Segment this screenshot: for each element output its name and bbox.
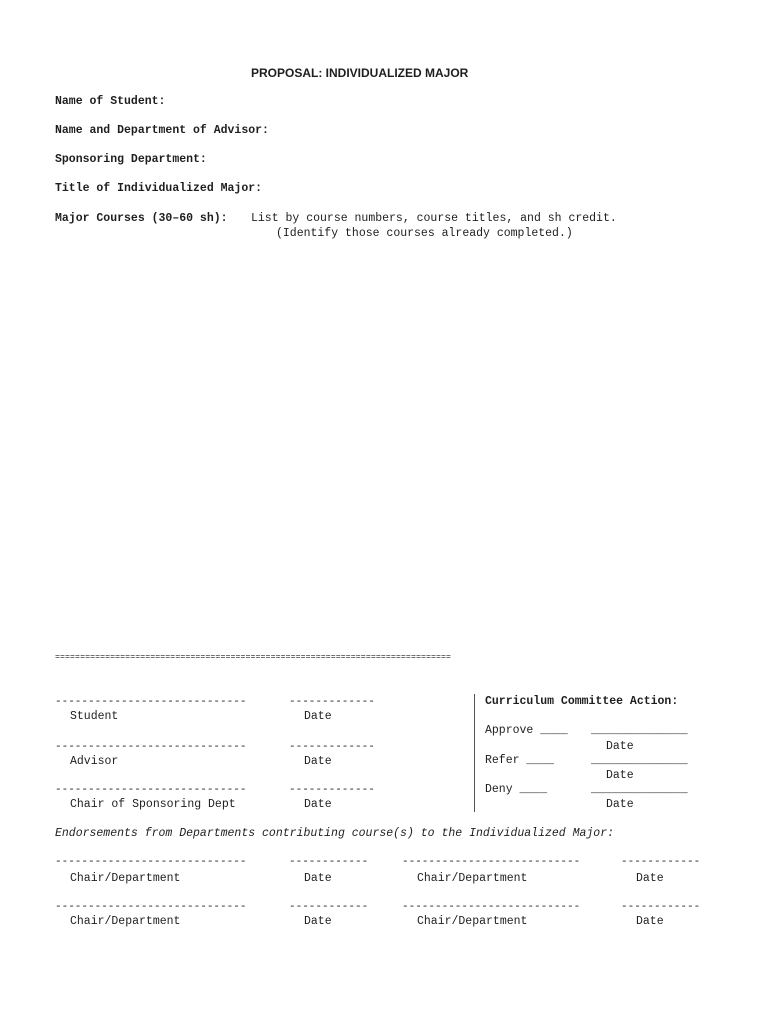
student-name-label: Name of Student: [55,95,166,108]
advisor-label: Name and Department of Advisor: [55,124,269,137]
chair-signature-line: ----------------------------- [55,784,247,796]
deny-date-label: Date [606,798,634,811]
form-title: PROPOSAL: INDIVIDUALIZED MAJOR [251,66,469,80]
endorsement-1-signature-line: ----------------------------- [55,856,247,868]
endorsement-4-date-label: Date [636,915,664,928]
endorsement-3-date-label: Date [304,915,332,928]
section-separator: =============================================================================== [55,653,452,662]
endorsement-2-signature-line: --------------------------- [402,856,581,868]
sponsoring-department-label: Sponsoring Department: [55,153,207,166]
endorsement-1-date-label: Date [304,872,332,885]
refer-option: Refer ____ [485,754,555,767]
endorsement-2-date-line: ------------ [621,856,701,868]
advisor-signature-label: Advisor [70,755,119,768]
deny-option: Deny ____ [485,783,548,796]
student-signature-line: ----------------------------- [55,696,247,708]
endorsement-3-signature-line: ----------------------------- [55,901,247,913]
student-date-label: Date [304,710,332,723]
approve-date-label: Date [606,740,634,753]
deny-date-line: ______________ [591,783,688,796]
chair-signature-label: Chair of Sponsoring Dept [70,798,236,811]
endorsement-2-date-label: Date [636,872,664,885]
major-courses-note: (Identify those courses already completed.) [276,227,573,240]
chair-date-line: ------------- [289,784,375,796]
endorsement-1-date-line: ------------ [289,856,369,868]
student-date-line: ------------- [289,696,375,708]
endorsement-2-label: Chair/Department [417,872,528,885]
refer-date-label: Date [606,769,634,782]
endorsement-3-date-line: ------------ [289,901,369,913]
approve-date-line: ______________ [591,724,688,737]
committee-heading: Curriculum Committee Action: [485,695,679,708]
refer-date-line: ______________ [591,754,688,767]
major-courses-instruction: List by course numbers, course titles, and sh credit. [251,212,617,225]
endorsement-4-signature-line: --------------------------- [402,901,581,913]
committee-divider [474,694,475,812]
student-signature-label: Student [70,710,119,723]
major-courses-label: Major Courses (30–60 sh): [55,212,228,225]
advisor-date-label: Date [304,755,332,768]
chair-date-label: Date [304,798,332,811]
approve-option: Approve ____ [485,724,568,737]
endorsement-3-label: Chair/Department [70,915,181,928]
advisor-date-line: ------------- [289,741,375,753]
endorsement-4-label: Chair/Department [417,915,528,928]
major-title-label: Title of Individualized Major: [55,182,263,195]
endorsement-1-label: Chair/Department [70,872,181,885]
endorsements-heading: Endorsements from Departments contributing course(s) to the Individualized Major: [55,827,614,840]
endorsement-4-date-line: ------------ [621,901,701,913]
advisor-signature-line: ----------------------------- [55,741,247,753]
